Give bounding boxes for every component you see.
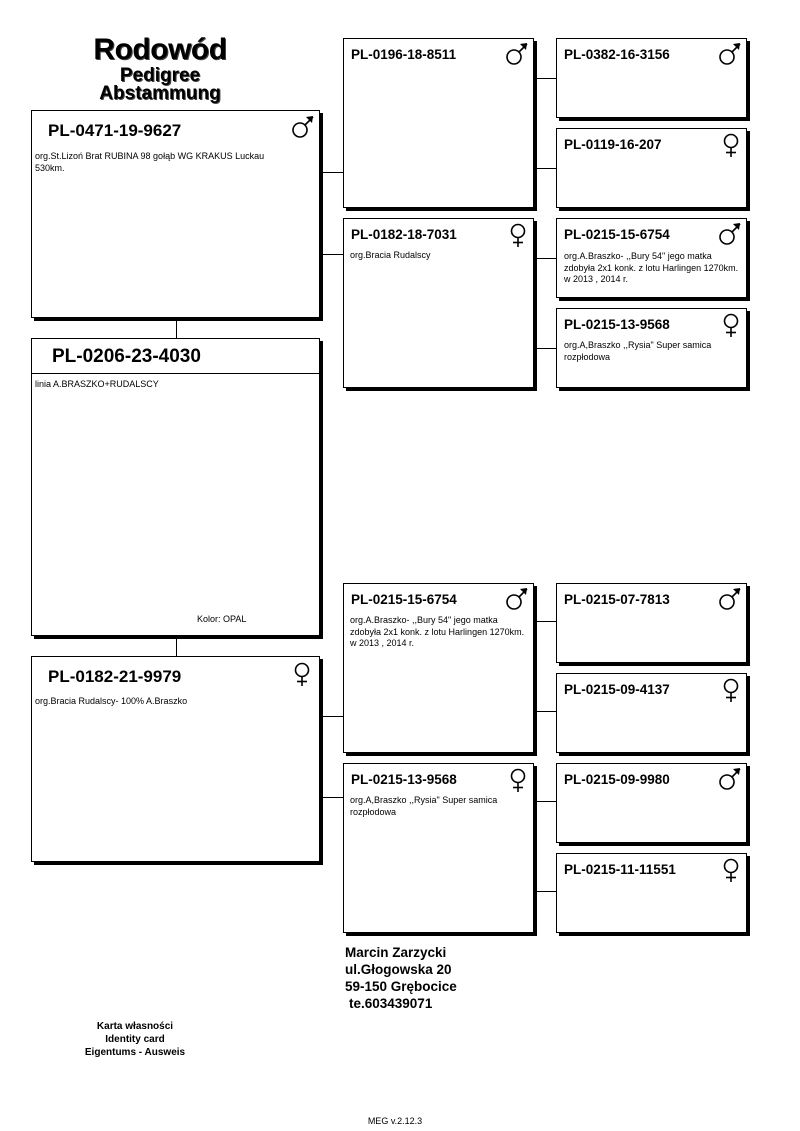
ring-number: PL-0119-16-207 — [564, 137, 662, 152]
great-grandparent-card[interactable] — [556, 673, 747, 753]
ring-number: PL-0382-16-3156 — [564, 47, 670, 62]
male-symbol-icon — [717, 766, 743, 792]
sire-card[interactable] — [31, 110, 320, 318]
sire-sire-card[interactable] — [343, 38, 534, 208]
great-grandparent-card[interactable] — [556, 763, 747, 843]
owner-address — [345, 944, 457, 1012]
bird-note: org.A,Braszko ,,Rysia" Super samica rozpłodowa — [350, 795, 498, 817]
connector — [534, 348, 556, 349]
female-symbol-icon — [718, 132, 744, 158]
connector — [534, 168, 556, 169]
bird-note: org.St.Lizoń Brat RUBINA 98 gołąb WG KRAKUS Luckau 530km. — [35, 151, 265, 173]
great-grandparent-card[interactable] — [556, 218, 747, 298]
bird-note: org.Bracia Rudalscy- 100% A.Braszko — [35, 696, 188, 706]
female-symbol-icon — [505, 222, 531, 248]
female-symbol-icon — [289, 661, 315, 687]
great-grandparent-card[interactable] — [556, 38, 747, 118]
ring-number: PL-0215-09-9980 — [564, 772, 670, 787]
identity-card-label — [60, 1020, 210, 1059]
bird-note: org.A,Braszko ,,Rysia" Super samica rozpłodowa — [564, 340, 712, 362]
title-pedigree: Pedigree — [119, 65, 201, 86]
sire-dam-card[interactable] — [343, 218, 534, 388]
connector — [534, 891, 556, 892]
bird-note: linia A.BRASZKO+RUDALSCY — [35, 379, 159, 389]
connector — [320, 797, 343, 798]
male-symbol-icon — [717, 586, 743, 612]
ring-number: PL-0182-18-7031 — [351, 227, 457, 242]
male-symbol-icon — [290, 114, 316, 140]
ring-number: PL-0215-13-9568 — [564, 317, 670, 332]
bird-note: org.A.Braszko- ,,Bury 54" jego matka zdobyła 2x1 konk. z lotu Harlingen 1270km. w 2013 , 2014 r. — [564, 251, 739, 284]
bird-note: org.A.Braszko- ,,Bury 54" jego matka zdobyła 2x1 konk. z lotu Harlingen 1270km. w 2013 , 2014 r. — [350, 615, 525, 648]
ring-number: PL-0215-11-11551 — [564, 862, 676, 877]
ring-number: PL-0215-13-9568 — [351, 772, 457, 787]
dam-sire-card[interactable] — [343, 583, 534, 753]
great-grandparent-card[interactable] — [556, 308, 747, 388]
ring-number: PL-0215-09-4137 — [564, 682, 670, 697]
connector — [534, 711, 556, 712]
dam-card[interactable] — [31, 656, 320, 862]
owner-city: 59-150 Grębocice — [345, 979, 457, 994]
header-divider — [32, 373, 319, 374]
owner-name: Marcin Zarzycki — [345, 945, 447, 960]
ring-number: PL-0215-07-7813 — [564, 592, 670, 607]
connector — [534, 258, 556, 259]
connector — [320, 254, 343, 255]
female-symbol-icon — [718, 677, 744, 703]
ring-number: PL-0215-15-6754 — [564, 227, 670, 242]
title-rodowod: Rodowód — [93, 33, 227, 66]
ring-number: PL-0182-21-9979 — [48, 667, 182, 686]
female-symbol-icon — [718, 312, 744, 338]
ring-number: PL-0196-18-8511 — [351, 47, 457, 62]
version-label: MEG v.2.12.3 — [367, 1116, 423, 1126]
great-grandparent-card[interactable] — [556, 853, 747, 933]
owner-street: ul.Głogowska 20 — [345, 962, 452, 977]
ring-number: PL-0215-15-6754 — [351, 592, 457, 607]
connector — [320, 716, 343, 717]
connector — [534, 801, 556, 802]
subject-card[interactable] — [31, 338, 320, 636]
male-symbol-icon — [504, 586, 530, 612]
male-symbol-icon — [717, 41, 743, 67]
male-symbol-icon — [717, 221, 743, 247]
connector — [176, 636, 177, 656]
great-grandparent-card[interactable] — [556, 583, 747, 663]
ring-number: PL-0471-19-9627 — [48, 121, 182, 140]
female-symbol-icon — [505, 767, 531, 793]
subject-ring-number: PL-0206-23-4030 — [52, 346, 201, 367]
card-line-en: Identity card — [105, 1034, 165, 1045]
female-symbol-icon — [718, 857, 744, 883]
title-abstammung: Abstammung — [99, 83, 221, 104]
great-grandparent-card[interactable] — [556, 128, 747, 208]
connector — [534, 621, 556, 622]
color-label: Kolor: OPAL — [197, 614, 247, 624]
connector — [320, 172, 343, 173]
connector — [176, 318, 177, 338]
dam-dam-card[interactable] — [343, 763, 534, 933]
card-line-de: Eigentums - Ausweis — [84, 1047, 186, 1058]
connector — [534, 78, 556, 79]
male-symbol-icon — [504, 41, 530, 67]
bird-note: org.Bracia Rudalscy — [350, 250, 431, 260]
card-line-pl: Karta własności — [96, 1021, 174, 1032]
owner-phone: te.603439071 — [349, 996, 433, 1011]
